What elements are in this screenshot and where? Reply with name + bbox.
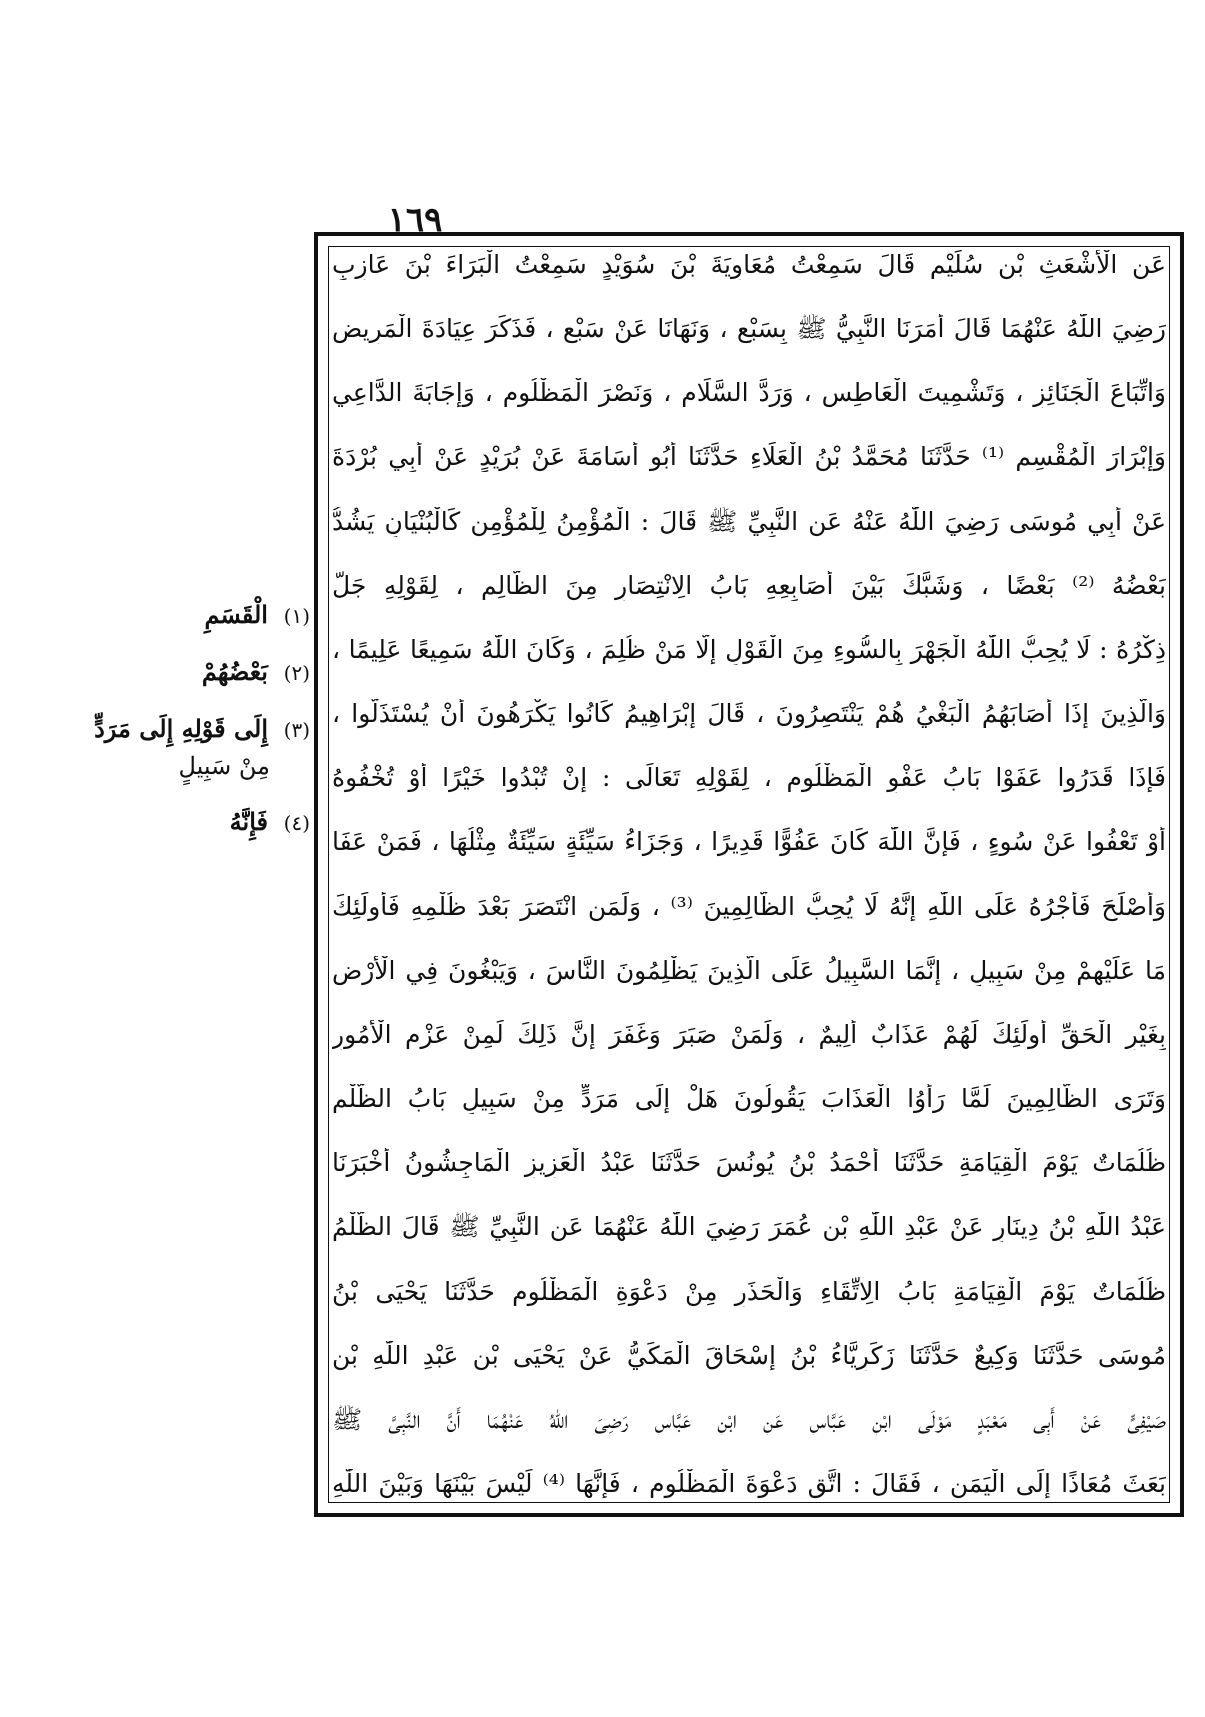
text-line: وَأَصْلَحَ فَأَجْرُهُ عَلَى اللّٰهِ إِنَّهُ لَا يُحِبُّ الظَّالِمِينَ ⁽³⁾ ، وَلَمَنِ انْتَصَرَ بَعْدَ ظُلْمِهِ فَأُولَئِكَ — [332, 891, 1166, 921]
note-continuation: مِنْ سَبِيلٍ — [178, 752, 270, 780]
margin-note — [120, 600, 310, 631]
note-text: فَإِنَّهُ — [229, 807, 268, 836]
text-line: مَا عَلَيْهِمْ مِنْ سَبِيلٍ ، إِنَّمَا السَّبِيلُ عَلَى الَّذِينَ يَظْلِمُونَ النَّاسَ ، وَيَبْغُونَ فِي الْأَرْضِ — [332, 955, 1166, 985]
text-line: عَنِ الْأَشْعَثِ بْنِ سُلَيْمٍ قَالَ سَمِعْتُ مُعَاوِيَةَ بْنَ سُوَيْدٍ سَمِعْتُ الْبَرَاءَ بْنَ عَازِبٍ — [332, 250, 1166, 279]
text-line: رَضِيَ اللّٰهُ عَنْهُمَا قَالَ أَمَرَنَا النَّبِيُّ ﷺ بِسَبْعٍ ، وَنَهَانَا عَنْ سَبْعٍ ، فَذَكَرَ عِيَادَةَ الْمَرِيضِ — [332, 314, 1166, 344]
text-line: وَتَرَى الظَّالِمِينَ لَمَّا رَأَوُا الْعَذَابَ يَقُولُونَ هَلْ إِلَى مَرَدٍّ مِنْ سَبِيلٍ بَابُ الظُّلْمِ — [332, 1084, 1166, 1114]
text-line: بَعْضُهُ ⁽²⁾ بَعْضًا ، وَشَبَّكَ بَيْنَ أَصَابِعِهِ بَابُ الِانْتِصَارِ مِنَ الظَّالِمِ ، لِقَوْلِهِ جَلَّ — [332, 570, 1166, 600]
main-text — [332, 250, 1166, 1499]
text-line: وَإِبْرَارَ الْمُقْسِمِ ⁽¹⁾ حَدَّثَنَا مُحَمَّدُ بْنُ الْعَلَاءِ حَدَّثَنَا أَبُو أُسَامَةَ عَنْ بُرَيْدٍ عَنْ أَبِي بُرْدَةَ — [332, 442, 1166, 472]
note-text: بَعْضُهُمْ — [201, 657, 268, 686]
text-line: عَبْدُ اللّٰهِ بْنُ دِينَارٍ عَنْ عَبْدِ اللّٰهِ بْنِ عُمَرَ رَضِيَ اللّٰهُ عَنْهُمَا عَنِ النَّبِيِّ ﷺ قَالَ الظُّلْمُ — [332, 1212, 1166, 1242]
note-number: (٤) — [283, 811, 310, 835]
note-text: إِلَى قَوْلِهِ إِلَى مَرَدٍّ — [94, 714, 268, 743]
margin-note — [94, 714, 310, 745]
text-line: أَوْ تَعْفُوا عَنْ سُوءٍ ، فَإِنَّ اللّٰهَ كَانَ عَفُوًّا قَدِيرًا ، وَجَزَاءُ سَيِّئَةٍ سَيِّئَةٌ مِثْلُهَا ، فَمَنْ عَفَا — [332, 827, 1166, 857]
text-line: وَالَّذِينَ إِذَا أَصَابَهُمُ الْبَغْيُ هُمْ يَنْتَصِرُونَ ، قَالَ إِبْرَاهِيمُ كَانُوا يَكْرَهُونَ أَنْ يُسْتَذَلُّوا ، — [332, 699, 1166, 729]
text-line: ظُلُمَاتٌ يَوْمَ الْقِيَامَةِ بَابُ الِاتِّقَاءِ وَالْحَذَرِ مِنْ دَعْوَةِ الْمَظْلُومِ حَدَّثَنَا يَحْيَى بْنُ — [332, 1276, 1166, 1306]
note-number: (٢) — [283, 661, 310, 685]
margin-notes — [94, 600, 310, 864]
text-line: بِغَيْرِ الْحَقِّ أُولَئِكَ لَهُمْ عَذَابٌ أَلِيمٌ ، وَلَمَنْ صَبَرَ وَغَفَرَ إِنَّ ذَلِكَ لَمِنْ عَزْمِ الْأُمُورِ — [332, 1019, 1166, 1049]
margin-note — [120, 807, 310, 838]
note-number: (١) — [283, 604, 310, 628]
text-line: عَنْ أَبِي مُوسَى رَضِيَ اللّٰهُ عَنْهُ عَنِ النَّبِيِّ ﷺ قَالَ : الْمُؤْمِنُ لِلْمُؤْمِنِ كَالْبُنْيَانِ يَشُدُّ — [332, 506, 1166, 536]
text-frame — [314, 232, 1184, 1517]
text-line: ظُلُمَاتٌ يَوْمَ الْقِيَامَةِ حَدَّثَنَا أَحْمَدُ بْنُ يُونُسَ حَدَّثَنَا عَبْدُ الْعَزِيزِ الْمَاجِشُونُ أَخْبَرَنَا — [332, 1148, 1166, 1178]
page-number: ١٦٩ — [387, 200, 443, 240]
text-line: ذِكْرُهُ : لَا يُحِبُّ اللّٰهُ الْجَهْرَ بِالسُّوءِ مِنَ الْقَوْلِ إِلَّا مَنْ ظُلِمَ ، وَكَانَ اللّٰهُ سَمِيعًا عَلِيمًا ، — [332, 634, 1166, 664]
margin-note — [120, 657, 310, 688]
text-line: مُوسَى حَدَّثَنَا وَكِيعٌ حَدَّثَنَا زَكَرِيَّاءُ بْنُ إِسْحَاقَ الْمَكِّيُّ عَنْ يَحْيَى بْنِ عَبْدِ اللّٰهِ بْنِ — [332, 1340, 1166, 1370]
text-line: صَيْفِيٍّ عَنْ أَبِي مَعْبَدٍ مَوْلَى ابْنِ عَبَّاسٍ عَنِ ابْنِ عَبَّاسٍ رَضِيَ اللّٰهُ عَنْهُمَا أَنَّ النَّبِيَّ ﷺ — [332, 1404, 1166, 1434]
note-number: (٣) — [283, 718, 310, 742]
note-text: الْقَسَمِ — [204, 600, 268, 629]
text-line: فَإِذَا قَدَرُوا عَفَوْا بَابُ عَفْوِ الْمَظْلُومِ ، لِقَوْلِهِ تَعَالَى : إِنْ تُبْدُوا خَيْرًا أَوْ تُخْفُوهُ — [332, 763, 1166, 793]
text-line: وَاتِّبَاعَ الْجَنَائِزِ ، وَتَشْمِيتَ الْعَاطِسِ ، وَرَدَّ السَّلَامِ ، وَنَصْرَ الْمَظْلُومِ ، وَإِجَابَةَ الدَّاعِي — [332, 378, 1166, 408]
text-line: بَعَثَ مُعَاذًا إِلَى الْيَمَنِ ، فَقَالَ : اتَّقِ دَعْوَةَ الْمَظْلُومِ ، فَإِنَّهَا ⁽⁴⁾ لَيْسَ بَيْنَهَا وَبَيْنَ اللّٰهِ — [332, 1468, 1166, 1498]
